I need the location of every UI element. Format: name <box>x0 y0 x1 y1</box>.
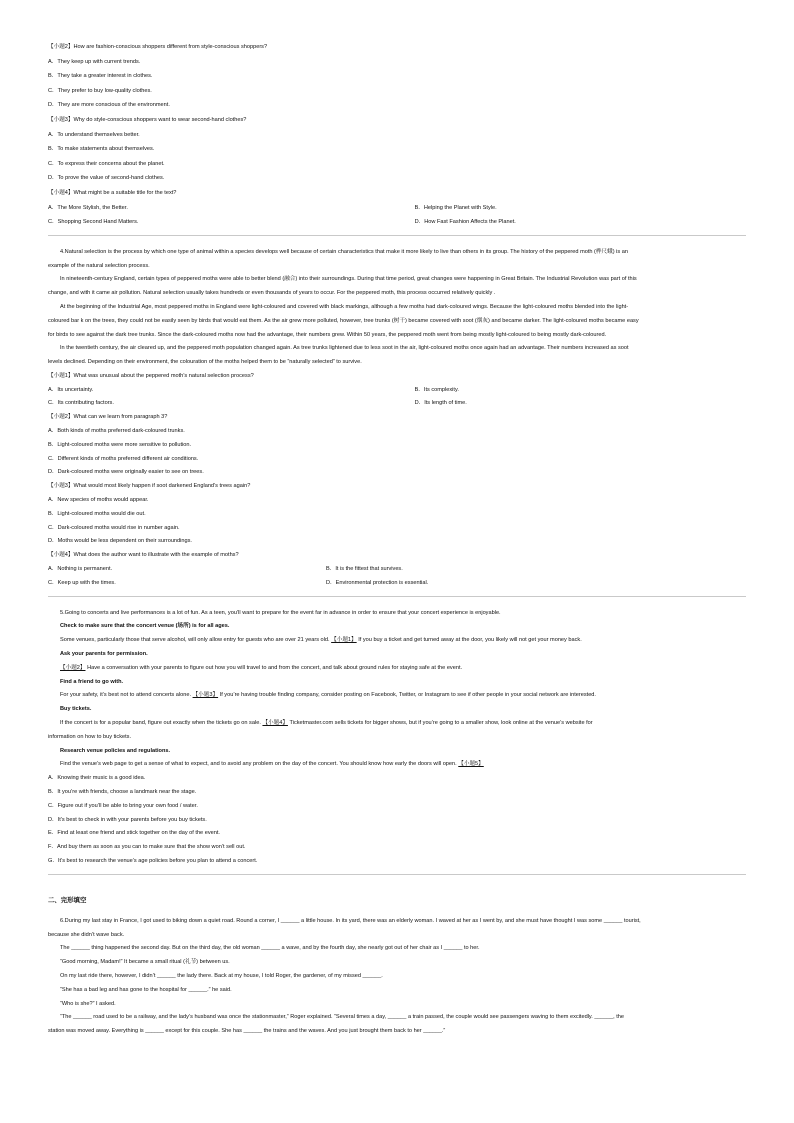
passage-line <box>48 689 746 703</box>
section-heading: 二、完形填空 <box>48 895 87 904</box>
option-a: A．Nothing is permanent. <box>48 566 113 573</box>
divider <box>48 874 746 875</box>
passage-line: “The ______ road used to be a railway, and the lady’s husband was once the stationmaster,” Roger explained. “Several times a day, ______ a train passed, the couple would see passengers waving to them excitedly. ______, the <box>60 1014 624 1021</box>
subheading: Research venue policies and regulations. <box>60 747 171 754</box>
passage-text: Find the venue’s web page to get a sense of what to expect, and to avoid any problem on the day of the concert. You should know how early the doors will open. <box>60 761 457 768</box>
passage-line: levels declined. Depending on their environment, the colouration of the moths helped them to be “naturally selected” to survive. <box>48 359 362 366</box>
subheading: Ask your parents for permission. <box>60 651 148 658</box>
blank-3: 【小题3】 <box>192 692 219 699</box>
option-f: F．And buy them as soon as you can to make sure that the show won’t sell out. <box>48 844 246 851</box>
option-a: A．Its uncertainty. <box>48 386 94 393</box>
divider <box>48 596 746 597</box>
option-c: C．Different kinds of moths preferred different air conditions. <box>48 455 199 462</box>
option-c: C．Figure out if you’ll be able to bring your own food / water. <box>48 802 198 809</box>
options-row <box>48 397 746 411</box>
passage-line: “Who is she?” I asked. <box>60 1000 116 1007</box>
option-a: A．The More Stylish, the Better. <box>48 204 128 211</box>
options-row <box>48 563 746 577</box>
passage-line: At the beginning of the Industrial Age, most peppered moths in England were light-coloured and covered with black markings, although a few moths had dark-coloured wings. Because the light-coloured moths blended into the light- <box>60 303 629 310</box>
passage-text: If the concert is for a popular band, figure out exactly when the tickets go on sale. <box>60 720 261 727</box>
option-b: B．They take a greater interest in clothes. <box>48 73 153 80</box>
option-a: A．To understand themselves better. <box>48 131 140 138</box>
option-b: B．Light-coloured moths were more sensitive to pollution. <box>48 441 192 448</box>
option-a: A．Both kinds of moths preferred dark-coloured trunks. <box>48 428 185 435</box>
passage-line: The ______ thing happened the second day. But on the third day, the old woman ______ a wave, and by the fourth day, she nearly got out of her chair as I ______ to her. <box>60 945 480 952</box>
passage-line: station was moved away. Everything is ______ except for this couple. She has ______ the trains and the waves. And you just brought them back to her ______.” <box>48 1028 446 1035</box>
option-b: B．Its complexity. <box>414 386 459 393</box>
options-row <box>48 201 746 216</box>
passage-line <box>48 662 746 676</box>
passage-text: Have a conversation with your parents to figure out how you will travel to and from the concert, and talk about ground rules for staying safe at the event. <box>87 664 463 671</box>
passage-line <box>48 717 746 731</box>
passage-line <box>48 758 746 772</box>
subheading: Buy tickets. <box>60 706 92 713</box>
blank-5: 【小题5】 <box>458 761 484 768</box>
passage-line: example of the natural selection process. <box>48 262 150 269</box>
blank-1: 【小题1】 <box>331 637 357 644</box>
question-2: 【小题2】How are fashion-conscious shoppers different from style-conscious shoppers? <box>48 44 268 50</box>
passage-text: If you’re having trouble finding company, consider posting on Facebook, Twitter, or Instagram to see if other people in your social network are interested. <box>219 692 596 699</box>
option-c: C．Shopping Second Hand Matters. <box>48 219 139 226</box>
passage-line: On my last ride there, however, I didn’t ______ the lady there. Back at my house, I told Roger, the gardener, of my missed ______. <box>60 972 383 979</box>
part1-block <box>48 40 746 230</box>
passage-text: For your safety, it’s best not to attend concerts alone. <box>60 692 192 699</box>
passage-line: “Good morning, Madam!” It became a small ritual (礼节) between us. <box>60 959 230 966</box>
question-3: 【小题3】Why do style-conscious shoppers want to wear second-hand clothes? <box>48 116 247 123</box>
passage-line: for birds to see against the dark tree trunks. Since the dark-coloured moths now had the advantage, their numbers grew. Within 50 years, the peppered moth went from being mostly light-coloured to being mostly dark-coloured. <box>48 331 607 338</box>
passage-line: because she didn’t wave back. <box>48 931 125 938</box>
passage-intro: 5.Going to concerts and live performances is a lot of fun. As a teen, you’ll want to prepare for the event far in advance in order to ensure that your concert experience is enjoyable. <box>60 609 501 616</box>
passage-line: In the twentieth century, the air cleared up, and the peppered moth population changed again. As tree trunks lightened due to less soot in the air, light-coloured moths once again had an advantage. Their numbers increased as soot <box>60 345 629 352</box>
passage-text: Ticketmaster.com sells tickets for bigger shows, but if you’re going to a smaller show, look online at the venue’s website for <box>289 720 593 727</box>
option-g: G．It’s best to research the venue’s age policies before you plan to attend a concert. <box>48 857 258 864</box>
passage-text: Some venues, particularly those that serve alcohol, will only allow entry for guests who are over 21 years old. <box>60 637 330 644</box>
passage-5 <box>48 607 746 869</box>
passage-line <box>48 634 746 648</box>
subheading: Check to make sure that the concert venue (场所) is for all ages. <box>60 623 230 630</box>
divider <box>48 235 746 236</box>
option-c: C．They prefer to buy low-quality clothes. <box>48 87 152 94</box>
option-d: D．They are more conscious of the environment. <box>48 102 170 109</box>
option-c: C．Its contributing factors. <box>48 400 114 407</box>
option-d: D．It’s best to check in with your parents before you buy tickets. <box>48 816 207 823</box>
option-d: D．How Fast Fashion Affects the Planet. <box>414 219 516 226</box>
option-c: C．Keep up with the times. <box>48 579 116 586</box>
option-d: D．Moths would be less dependent on their surroundings. <box>48 538 192 545</box>
blank-4: 【小题4】 <box>262 720 288 727</box>
passage-line: 4.Natural selection is the process by which one type of animal within a species develops well because of certain characteristics that make it more likely to live than others in its group. The history of the peppered moth (桦尺蛾) is an <box>60 248 628 255</box>
option-c: C．To express their concerns about the planet. <box>48 160 165 167</box>
question-1: 【小题1】What was unusual about the peppered moth’s natural selection process? <box>48 372 254 379</box>
passage-line: change, and with it came air pollution. Natural selection usually takes hundreds or even thousands of years to occur. For the peppered moth, this process occurred relatively quickly . <box>48 290 496 297</box>
option-a: A．New species of moths would appear. <box>48 497 149 504</box>
question-3: 【小题3】What would most likely happen if soot darkened England’s trees again? <box>48 483 251 490</box>
option-d: D．To prove the value of second-hand clothes. <box>48 175 165 182</box>
option-b: B．Helping the Planet with Style. <box>414 204 497 211</box>
passage-line: “She has a bad leg and has gone to the hospital for ______.” he said. <box>60 986 232 993</box>
passage-text: If you buy a ticket and get turned away at the door, you likely will not get your money back. <box>358 637 582 644</box>
option-b: B．It you’re with friends, choose a landmark near the stage. <box>48 789 197 795</box>
question-4: 【小题4】What might be a suitable title for the text? <box>48 189 177 196</box>
passage-4 <box>48 246 746 591</box>
passage-line: In nineteenth-century England, certain types of peppered moths were able to better blend (融合) into their surroundings. During that time period, great changes were happening in Great Britain. The Industrial Revolution was part of this <box>60 276 637 283</box>
option-c: C．Dark-coloured moths would rise in number again. <box>48 524 180 531</box>
question-4: 【小题4】What does the author want to illustrate with the example of moths? <box>48 552 239 559</box>
question-2: 【小题2】What can we learn from paragraph 3? <box>48 414 168 421</box>
subheading: Find a friend to go with. <box>60 678 124 685</box>
options-row <box>48 215 746 230</box>
section-2 <box>48 885 746 1039</box>
options-row <box>48 384 746 398</box>
blank-2: 【小题2】 <box>60 664 86 671</box>
option-b: B．To make statements about themselves. <box>48 146 155 153</box>
option-a: A．Knowing their music is a good idea. <box>48 775 146 782</box>
options-row <box>48 577 746 591</box>
option-d: D．Dark-coloured moths were originally easier to see on trees. <box>48 469 204 476</box>
option-d: D．Its length of time. <box>414 400 467 407</box>
option-d: D．Environmental protection is essential. <box>326 579 429 586</box>
passage-line: information on how to buy tickets. <box>48 733 132 740</box>
passage-line: coloured bar k on the trees, they could not be easily seen by birds that would eat them. As the air grew more polluted, however, tree trunks (树干) became covered with soot (烟灰) and became darker. The light-coloured moths became easy <box>48 317 639 324</box>
option-b: B．Light-coloured moths would die out. <box>48 510 146 517</box>
option-e: E．Find at least one friend and stick together on the day of the event. <box>48 830 220 837</box>
passage-line: 6.During my last stay in France, I got used to biking down a quiet road. Round a corner, I ______ a little house. In its yard, there was an elderly woman. I waved at her as I went by, and she must have thought I was some ______ tourist, <box>60 917 641 924</box>
option-b: B．It is the fittest that survives. <box>326 566 403 573</box>
option-a: A．They keep up with current trends. <box>48 58 141 65</box>
document-page <box>48 40 746 1039</box>
